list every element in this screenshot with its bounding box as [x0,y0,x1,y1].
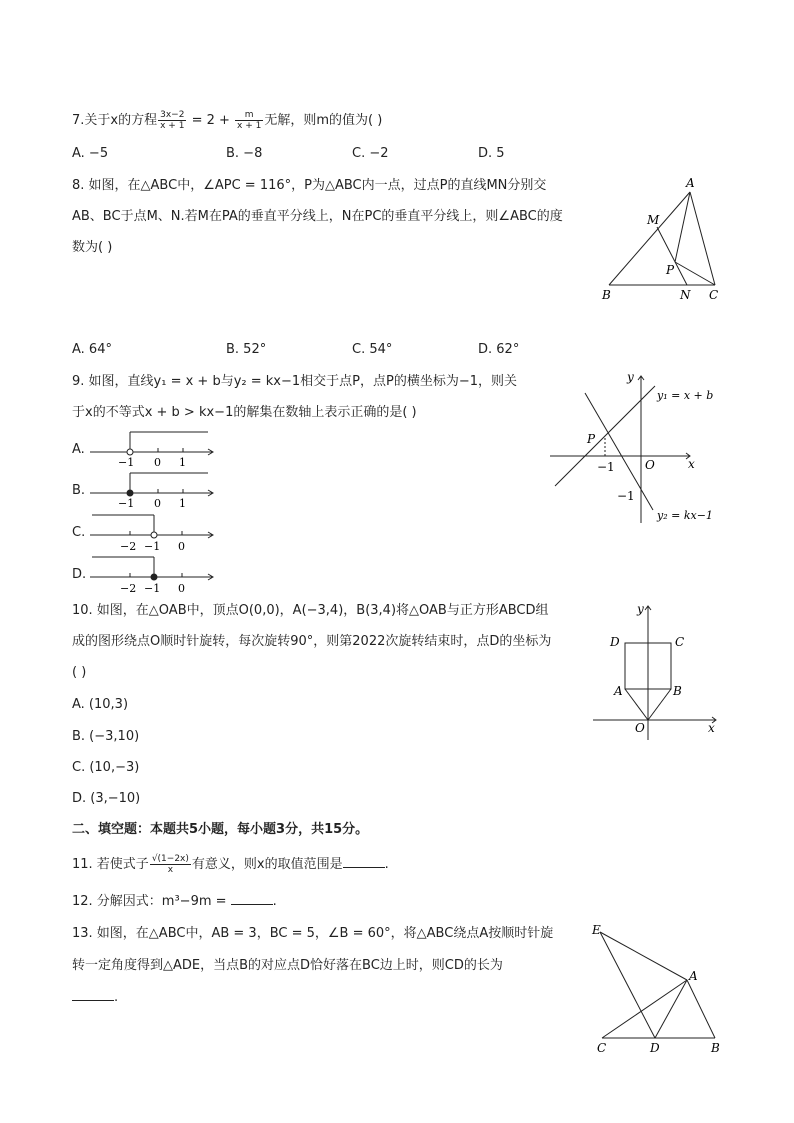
q13-line-3 [72,988,118,1007]
q9-b-filled-dot [127,490,133,496]
q9-line-1: 9. 如图，直线y₁ = x + b与y₂ = kx−1相交于点P，点P的横坐标为−1，则关 [72,374,517,389]
q10-line-2: 成的图形绕点O顺时针旋转，每次旋转90°，则第2022次旋转结束时，点D的坐标为 [72,634,552,649]
q9-b-tick-3: 1 [179,497,186,509]
q8-label-a: A [686,176,695,190]
q10-label-x: x [708,721,715,735]
q13-label-e: E [592,923,601,937]
q9-a-tick-1: −1 [118,456,135,468]
q9-b-tick-2: 0 [154,497,161,509]
q13-figure [590,918,730,1058]
q7-frac1-num: 3x−2 [160,110,185,120]
q9-c-tick-3: 0 [178,540,185,553]
q9-c-tick-2: −1 [144,540,161,553]
q9-label-neg1-x: −1 [597,460,615,474]
q9-option-b[interactable]: B. [72,483,86,498]
q9-coordinate-figure [545,368,730,528]
q7-option-c[interactable]: C. −2 [352,146,389,161]
q13-line-2: 转一定角度得到△ADE，当点B的对应点D恰好落在BC边上时，则CD的长为 [72,958,503,973]
q10-label-a: A [614,684,623,698]
q7-stem [72,110,382,131]
q10-label-o: O [635,721,645,735]
q11-end: . [384,857,389,872]
q13-label-c: C [597,1041,607,1055]
q8-option-c[interactable]: C. 54° [352,342,393,357]
q11-suffix: 有意义，则x的取值范围是 [191,857,343,872]
q8-triangle-figure [595,172,730,304]
q11-fraction [150,854,191,875]
q10-option-a[interactable]: A. (10,3) [72,697,129,712]
q10-line-3: ( ) [72,665,87,680]
q10-option-b[interactable]: B. (−3,10) [72,729,140,744]
q9-option-c[interactable]: C. [72,525,86,540]
q9-a-tick-3: 1 [179,456,186,468]
q9-option-d[interactable]: D. [72,567,87,582]
q9-label-y: y [627,370,634,384]
q11-answer-blank[interactable] [343,855,385,868]
q12-stem [72,892,277,911]
q8-label-m: M [647,213,660,227]
q8-line-2: AB、BC于点M、N.若M在PA的垂直平分线上，N在PC的垂直平分线上，则∠ABC的度 [72,209,563,224]
q13-end: . [114,990,119,1005]
q9-label-line1: y₁ = x + b [657,389,714,402]
q8-option-a[interactable]: A. 64° [72,342,112,357]
q12-end: . [272,894,277,909]
q10-label-d: D [610,635,620,649]
q8-label-p: P [666,263,675,277]
q9-a-open-dot [127,449,133,455]
q12-text: 12. 分解因式：m³−9m = [72,894,231,909]
q10-line-1: 10. 如图，在△OAB中，顶点O(0,0)，A(−3,4)，B(3,4)将△OAB与正方形ABCD组 [72,603,549,618]
q10-figure [588,598,723,743]
q10-label-c: C [675,635,685,649]
q7-mid: = 2 + [187,113,235,128]
q7-option-a[interactable]: A. −5 [72,146,109,161]
q9-label-neg1-y: −1 [617,489,635,503]
q9-label-line2: y₂ = kx−1 [657,509,713,522]
q10-label-b: B [673,684,682,698]
q8-label-n: N [680,288,691,302]
q7-fraction-1 [158,110,186,131]
q9-a-tick-2: 0 [154,456,161,468]
q9-label-p: P [587,432,596,446]
q11-prefix: 11. 若使式子 [72,857,149,872]
q7-suffix: 无解，则m的值为( ) [264,113,383,128]
q7-prefix: 7.关于x的方程 [72,113,158,128]
q9-d-tick-1: −2 [120,582,137,595]
q10-option-d[interactable]: D. (3,−10) [72,791,141,806]
q9-numberline-b[interactable] [88,469,218,509]
q12-answer-blank[interactable] [231,892,273,905]
q7-frac2-num: m [235,110,263,121]
q8-line-3: 数为( ) [72,240,113,255]
q13-label-b: B [711,1041,720,1055]
q9-numberline-a[interactable] [88,428,218,468]
q9-numberline-d[interactable] [88,553,218,595]
q13-label-d: D [650,1041,660,1055]
q9-c-tick-1: −2 [120,540,137,553]
q13-line-1: 13. 如图，在△ABC中，AB = 3，BC = 5，∠B = 60°，将△ABC绕点A按顺时针旋 [72,926,554,941]
q7-fraction-2 [235,110,263,131]
q9-label-x: x [688,457,695,471]
q8-label-c: C [709,288,719,302]
q13-label-a: A [689,969,698,983]
q9-line-2: 于x的不等式x + b > kx−1的解集在数轴上表示正确的是( ) [72,405,417,420]
q7-option-b[interactable]: B. −8 [226,146,263,161]
q7-frac2-den: x + 1 [237,121,262,131]
q9-d-tick-3: 0 [178,582,185,595]
q8-option-d[interactable]: D. 62° [478,342,520,357]
q11-stem [72,854,389,875]
q9-d-tick-2: −1 [144,582,161,595]
q8-label-b: B [602,288,611,302]
q10-option-c[interactable]: C. (10,−3) [72,760,140,775]
section-2-heading: 二、填空题：本题共5小题，每小题3分，共15分。 [72,822,369,837]
q10-label-y: y [637,602,644,616]
q8-option-b[interactable]: B. 52° [226,342,267,357]
q9-d-filled-dot [151,574,157,580]
q7-frac1-den: x + 1 [160,121,185,131]
q9-option-a[interactable]: A. [72,442,85,457]
q11-frac-num: √(1−2x) [151,854,189,864]
q9-c-open-dot [151,532,157,538]
q13-answer-blank[interactable] [72,988,114,1001]
q9-label-origin: O [645,458,655,472]
q11-frac-den: x [167,865,174,875]
q9-b-tick-1: −1 [118,497,135,509]
q7-option-d[interactable]: D. 5 [478,146,505,161]
q8-line-1: 8. 如图，在△ABC中，∠APC = 116°，P为△ABC内一点，过点P的直线MN分别交 [72,178,547,193]
q9-numberline-c[interactable] [88,511,218,553]
